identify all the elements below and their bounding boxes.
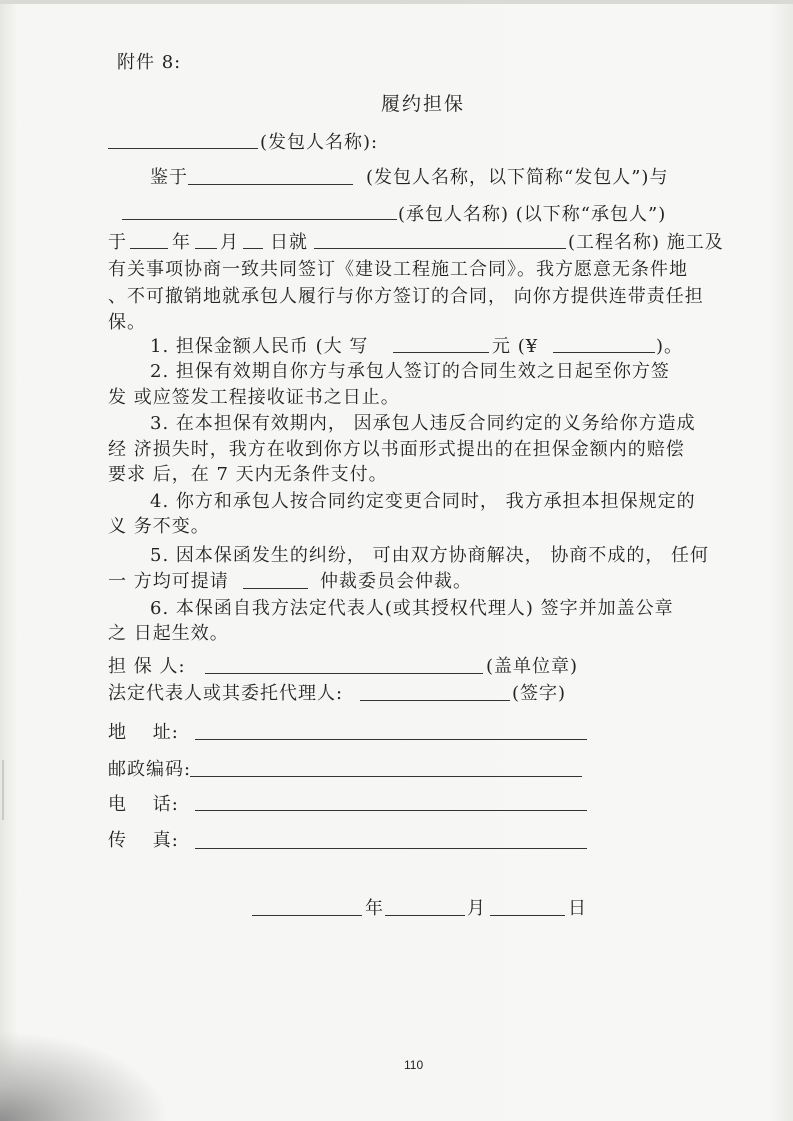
item1-mid: 元 (¥ [492, 336, 539, 357]
date-year-blank [252, 915, 362, 916]
amount-words-blank [393, 352, 489, 353]
guarantor-blank [205, 673, 483, 674]
item3-line1: 3. 在本担保有效期内， 因承包人违反合同约定的义务给你方造成 [150, 413, 696, 434]
para1-line5: 、不可撤销地就承包人履行与你方签订的合同， 向你方提供连带责任担 [108, 286, 704, 307]
fax-blank [195, 848, 587, 849]
date-day-blank [490, 915, 565, 916]
year-blank [130, 248, 168, 249]
month-blank [195, 248, 217, 249]
item4-line2: 义 务不变。 [108, 516, 210, 537]
representative-blank [360, 700, 510, 701]
date-yue: 月 [467, 898, 486, 919]
para1-prefix: 鉴于 [150, 167, 188, 188]
address-blank [195, 739, 587, 740]
postcode-blank [190, 776, 582, 777]
item6-line2: 之 日起生效。 [108, 623, 229, 644]
para1-yue: 月 [220, 232, 239, 253]
arbitration-commission-blank [243, 588, 308, 589]
scan-top-edge [0, 0, 793, 4]
employer-name-blank [108, 148, 258, 149]
representative-note: (签字) [512, 683, 567, 704]
item5-line1: 5. 因本保函发生的纠纷， 可由双方协商解决， 协商不成的， 任何 [150, 545, 710, 566]
guarantor-label: 担 保 人: [108, 656, 186, 677]
date-month-blank [385, 915, 465, 916]
para1-yu: 于 [108, 232, 127, 253]
scan-fold-mark [2, 760, 4, 820]
item2-line1: 2. 担保有效期自你方与承包人签订的合同生效之日起至你方签 [150, 361, 670, 382]
item4-line1: 4. 你方和承包人按合同约定变更合同时， 我方承担本担保规定的 [150, 491, 696, 512]
document-title: 履约担保 [381, 93, 466, 115]
para1-line1-suffix: (发包人名称，以下简称“发包人”)与 [366, 167, 669, 188]
project-name-blank [314, 248, 566, 249]
item5-line2-suffix: 仲裁委员会仲裁。 [320, 571, 472, 592]
para1-line6: 保。 [108, 312, 146, 333]
phone-label: 电 话: [108, 794, 179, 815]
addressee-suffix: (发包人名称): [260, 132, 379, 153]
item1-prefix: 1. 担保金额人民币 (大 写 [150, 336, 369, 357]
representative-label: 法定代表人或其委托代理人: [108, 683, 344, 704]
item3-line2: 经 济损失时，我方在收到你方以书面形式提出的在担保金额内的赔偿 [108, 439, 685, 460]
item1-suffix: )。 [656, 336, 684, 357]
item2-line2: 发 或应签发工程接收证书之日止。 [108, 387, 400, 408]
page-number: 110 [404, 1058, 424, 1072]
amount-figures-blank [553, 352, 655, 353]
para1-line2-suffix: (承包人名称) (以下称“承包人”) [398, 204, 667, 225]
item3-line3: 要求 后，在 7 天内无条件支付。 [108, 464, 388, 485]
item6-line1: 6. 本保函自我方法定代表人(或其授权代理人) 签字并加盖公章 [150, 598, 674, 619]
day-blank [243, 248, 263, 249]
postcode-label: 邮政编码: [108, 759, 192, 780]
item5-line2-prefix: 一 方均可提请 [108, 571, 229, 592]
contractor-name-blank [122, 219, 397, 220]
address-label: 地 址: [108, 722, 179, 743]
para1-line3-suffix: (工程名称) 施工及 [568, 232, 724, 253]
para1-nian: 年 [172, 232, 191, 253]
para1-ri: 日就 [270, 232, 308, 253]
attachment-label: 附件 8: [117, 52, 182, 73]
scan-shadow-corner [0, 1031, 170, 1121]
guarantor-note: (盖单位章) [486, 656, 579, 677]
phone-blank [195, 810, 587, 811]
employer-name-blank-2 [188, 184, 353, 185]
date-nian: 年 [365, 898, 384, 919]
para1-line4: 有关事项协商一致共同签订《建设工程施工合同》。我方愿意无条件地 [108, 259, 688, 280]
fax-label: 传 真: [108, 830, 179, 851]
date-ri: 日 [568, 898, 587, 919]
